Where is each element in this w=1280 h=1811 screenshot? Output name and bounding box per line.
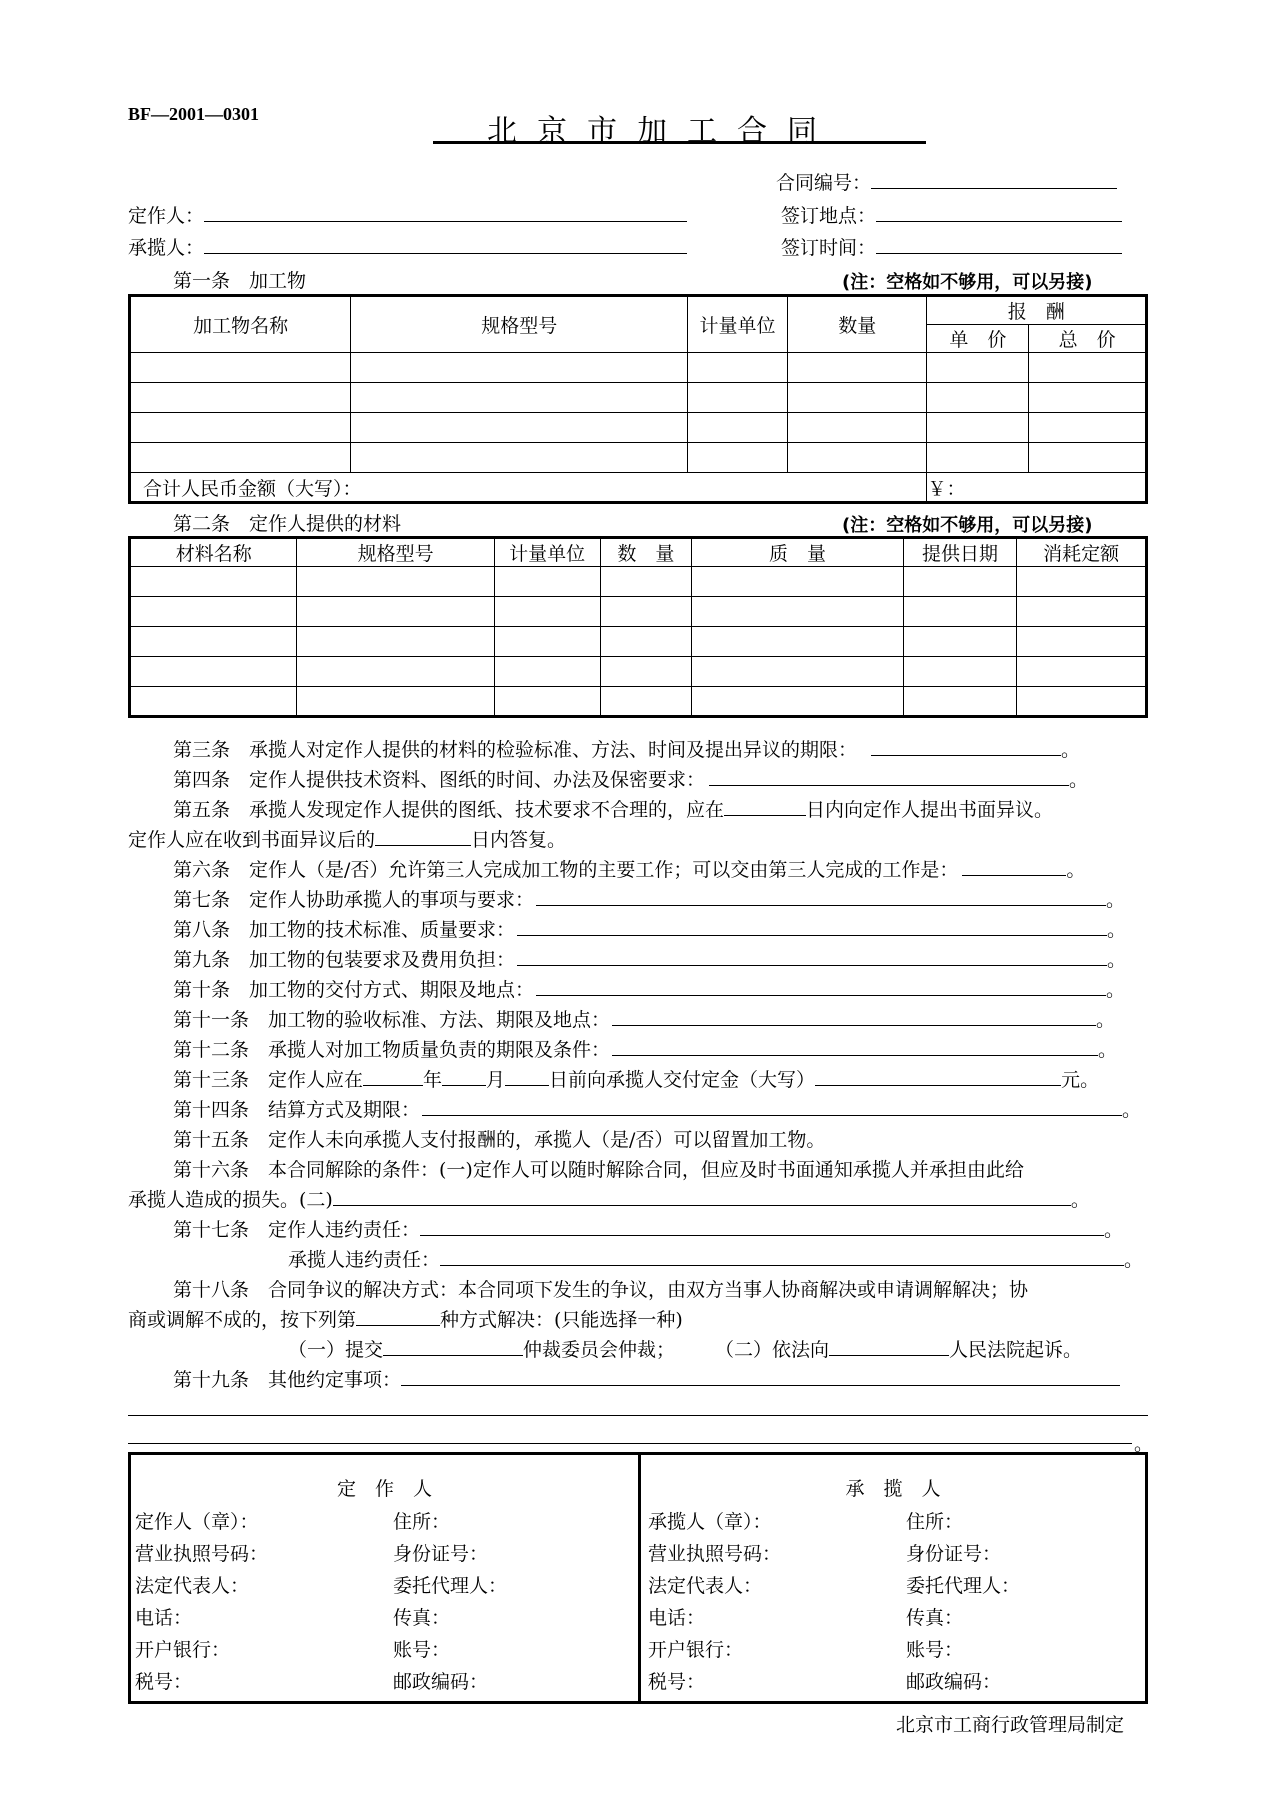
orderer-bank: 开户银行： bbox=[135, 1639, 231, 1661]
total-yuan-label: ￥： bbox=[927, 473, 1147, 503]
clause-17-cont: 承揽人违约责任： 。 bbox=[288, 1249, 1144, 1271]
contractor-postcode: 邮政编码： bbox=[906, 1671, 1002, 1693]
clause-13-year-field[interactable] bbox=[363, 1067, 423, 1086]
orderer-title: 定 作 人 bbox=[336, 1478, 432, 1500]
contractor-phone: 电话： bbox=[648, 1607, 706, 1629]
total-row bbox=[130, 473, 1147, 503]
article-2-table bbox=[128, 536, 1148, 718]
orderer-legal-rep: 法定代表人： bbox=[135, 1575, 250, 1597]
clause-17-orderer-field[interactable] bbox=[420, 1217, 1104, 1236]
contractor-address: 住所： bbox=[906, 1511, 964, 1533]
header-material-qty: 数 量 bbox=[600, 538, 692, 567]
clause-6-field[interactable] bbox=[962, 857, 1066, 876]
table-row bbox=[130, 443, 1147, 473]
clause-13-day-field[interactable] bbox=[505, 1067, 549, 1086]
clause-7-field[interactable] bbox=[536, 887, 1106, 906]
contractor-bank: 开户银行： bbox=[648, 1639, 744, 1661]
contractor-field[interactable] bbox=[204, 235, 687, 254]
clause-13: 第十三条 定作人应在 年 月 日前向承揽人交付定金（大写） 元。 bbox=[173, 1069, 1100, 1091]
clause-9-field[interactable] bbox=[517, 947, 1107, 966]
table-row bbox=[130, 413, 1147, 443]
note-1: (注：空格如不够用，可以另接) bbox=[842, 272, 1093, 293]
orderer-postcode: 邮政编码： bbox=[393, 1671, 489, 1693]
table-row bbox=[130, 687, 1147, 717]
total-amount-label: 合计人民币金额（大写）： bbox=[130, 473, 927, 503]
clause-14-field[interactable] bbox=[422, 1097, 1122, 1116]
orderer-agent: 委托代理人： bbox=[393, 1575, 508, 1597]
clause-9: 第九条 加工物的包装要求及费用负担： 。 bbox=[173, 949, 1127, 971]
header-pay: 报 酬 bbox=[927, 296, 1147, 325]
page-title: 北京市加工合同 bbox=[487, 114, 837, 149]
contractor-title: 承 揽 人 bbox=[845, 1478, 941, 1500]
clause-11: 第十一条 加工物的验收标准、方法、期限及地点： 。 bbox=[173, 1009, 1116, 1031]
orderer-phone: 电话： bbox=[135, 1607, 193, 1629]
header-material-date: 提供日期 bbox=[903, 538, 1017, 567]
header-material-quota: 消耗定额 bbox=[1017, 538, 1147, 567]
orderer-address: 住所： bbox=[393, 1511, 451, 1533]
clause-4: 第四条 定作人提供技术资料、图纸的时间、办法及保密要求： 。 bbox=[173, 769, 1089, 791]
sign-place-field[interactable] bbox=[876, 203, 1122, 222]
clause-11-field[interactable] bbox=[612, 1007, 1096, 1026]
contractor-line: 承揽人： bbox=[128, 233, 687, 260]
header-unit-price: 单 价 bbox=[927, 325, 1029, 353]
contractor-tax-no: 税号： bbox=[648, 1671, 706, 1693]
header-total-price: 总 价 bbox=[1029, 325, 1147, 353]
header-material-name: 材料名称 bbox=[130, 538, 297, 567]
table-row bbox=[130, 567, 1147, 597]
clause-3-field[interactable] bbox=[871, 737, 1061, 756]
header-spec: 规格型号 bbox=[351, 296, 688, 353]
clause-17-contractor-field[interactable] bbox=[440, 1247, 1124, 1266]
orderer-account: 账号： bbox=[393, 1639, 451, 1661]
clause-19-period: 。 bbox=[1134, 1433, 1154, 1455]
arbitration-field[interactable] bbox=[383, 1337, 523, 1356]
table-row bbox=[130, 353, 1147, 383]
contractor-seal: 承揽人（章）： bbox=[648, 1511, 772, 1533]
table-row bbox=[130, 627, 1147, 657]
contract-no: 合同编号： bbox=[776, 168, 1117, 195]
orderer-seal: 定作人（章）： bbox=[135, 1511, 259, 1533]
clause-16-cont: 承揽人造成的损失。(二) 。 bbox=[128, 1189, 1090, 1211]
header-material-quality: 质 量 bbox=[692, 538, 903, 567]
sign-time-field[interactable] bbox=[876, 235, 1122, 254]
article-1-table bbox=[128, 294, 1148, 504]
contractor-agent: 委托代理人： bbox=[906, 1575, 1021, 1597]
clause-13-amount-field[interactable] bbox=[815, 1067, 1061, 1086]
clause-5-cont: 定作人应在收到书面异议后的 日内答复。 bbox=[128, 829, 567, 851]
clause-5-reply-field[interactable] bbox=[375, 827, 471, 846]
clause-14: 第十四条 结算方式及期限： 。 bbox=[173, 1099, 1142, 1121]
orderer-id: 身份证号： bbox=[393, 1543, 489, 1565]
orderer-fax: 传真： bbox=[393, 1607, 451, 1629]
clause-18: 第十八条 合同争议的解决方式：本合同项下发生的争议，由双方当事人协商解决或申请调解解决；协 bbox=[173, 1279, 1029, 1301]
clause-18-choice-field[interactable] bbox=[356, 1307, 440, 1326]
clause-5: 第五条 承揽人发现定作人提供的图纸、技术要求不合理的，应在 日内向定作人提出书面异议。 bbox=[173, 799, 1054, 821]
header-material-spec: 规格型号 bbox=[297, 538, 494, 567]
header-qty: 数量 bbox=[787, 296, 927, 353]
clause-10: 第十条 加工物的交付方式、期限及地点： 。 bbox=[173, 979, 1126, 1001]
sign-place: 签订地点： bbox=[781, 201, 1122, 228]
clause-18-cont: 商或调解不成的，按下列第 种方式解决：(只能选择一种) bbox=[128, 1309, 683, 1331]
clause-10-field[interactable] bbox=[536, 977, 1106, 996]
table-row bbox=[130, 597, 1147, 627]
clause-18-options: （一）提交 仲裁委员会仲裁； （二）依法向 人民法院起诉。 bbox=[288, 1339, 1083, 1361]
contractor-id: 身份证号： bbox=[906, 1543, 1002, 1565]
clause-7: 第七条 定作人协助承揽人的事项与要求： 。 bbox=[173, 889, 1126, 911]
clause-8-field[interactable] bbox=[517, 917, 1107, 936]
court-field[interactable] bbox=[829, 1337, 949, 1356]
contract-no-field[interactable] bbox=[871, 170, 1117, 189]
header-unit: 计量单位 bbox=[688, 296, 788, 353]
contractor-license: 营业执照号码： bbox=[648, 1543, 782, 1565]
header-item-name: 加工物名称 bbox=[130, 296, 351, 353]
orderer-field[interactable] bbox=[204, 203, 687, 222]
table-row bbox=[130, 383, 1147, 413]
clause-17: 第十七条 定作人违约责任： 。 bbox=[173, 1219, 1124, 1241]
clause-13-month-field[interactable] bbox=[442, 1067, 486, 1086]
clause-8: 第八条 加工物的技术标准、质量要求： 。 bbox=[173, 919, 1127, 941]
clause-12: 第十二条 承揽人对加工物质量负责的期限及条件： 。 bbox=[173, 1039, 1118, 1061]
orderer-tax-no: 税号： bbox=[135, 1671, 193, 1693]
clause-5-days-field[interactable] bbox=[724, 797, 806, 816]
contractor-legal-rep: 法定代表人： bbox=[648, 1575, 763, 1597]
contractor-fax: 传真： bbox=[906, 1607, 964, 1629]
clause-16: 第十六条 本合同解除的条件：(一)定作人可以随时解除合同，但应及时书面通知承揽人并承担由此给 bbox=[173, 1159, 1024, 1181]
table-row bbox=[130, 657, 1147, 687]
clause-19-line-2[interactable] bbox=[128, 1415, 1148, 1416]
clause-3: 第三条 承揽人对定作人提供的材料的检验标准、方法、时间及提出异议的期限： 。 bbox=[173, 739, 1081, 761]
note-2: (注：空格如不够用，可以另接) bbox=[842, 515, 1093, 536]
orderer-line: 定作人： bbox=[128, 201, 687, 228]
footer-issuer: 北京市工商行政管理局制定 bbox=[896, 1714, 1125, 1736]
clause-15: 第十五条 定作人未向承揽人支付报酬的，承揽人（是/否）可以留置加工物。 bbox=[173, 1129, 826, 1151]
clause-12-field[interactable] bbox=[612, 1037, 1098, 1056]
clause-19-field[interactable] bbox=[401, 1367, 1120, 1386]
clause-16-field[interactable] bbox=[333, 1187, 1071, 1206]
article-1-title: 第一条 加工物 bbox=[173, 270, 307, 292]
clause-19-line-3[interactable] bbox=[128, 1443, 1132, 1444]
orderer-license: 营业执照号码： bbox=[135, 1543, 269, 1565]
title-underline bbox=[433, 141, 926, 144]
article-2-title: 第二条 定作人提供的材料 bbox=[173, 513, 402, 535]
sign-time: 签订时间： bbox=[781, 233, 1122, 260]
form-code: BF—2001—0301 bbox=[128, 104, 260, 124]
header-material-unit: 计量单位 bbox=[494, 538, 600, 567]
contractor-account: 账号： bbox=[906, 1639, 964, 1661]
clause-4-field[interactable] bbox=[709, 767, 1069, 786]
clause-6: 第六条 定作人（是/否）允许第三人完成加工物的主要工作；可以交由第三人完成的工作是： 。 bbox=[173, 859, 1086, 881]
clause-19: 第十九条 其他约定事项： bbox=[173, 1365, 1120, 1392]
